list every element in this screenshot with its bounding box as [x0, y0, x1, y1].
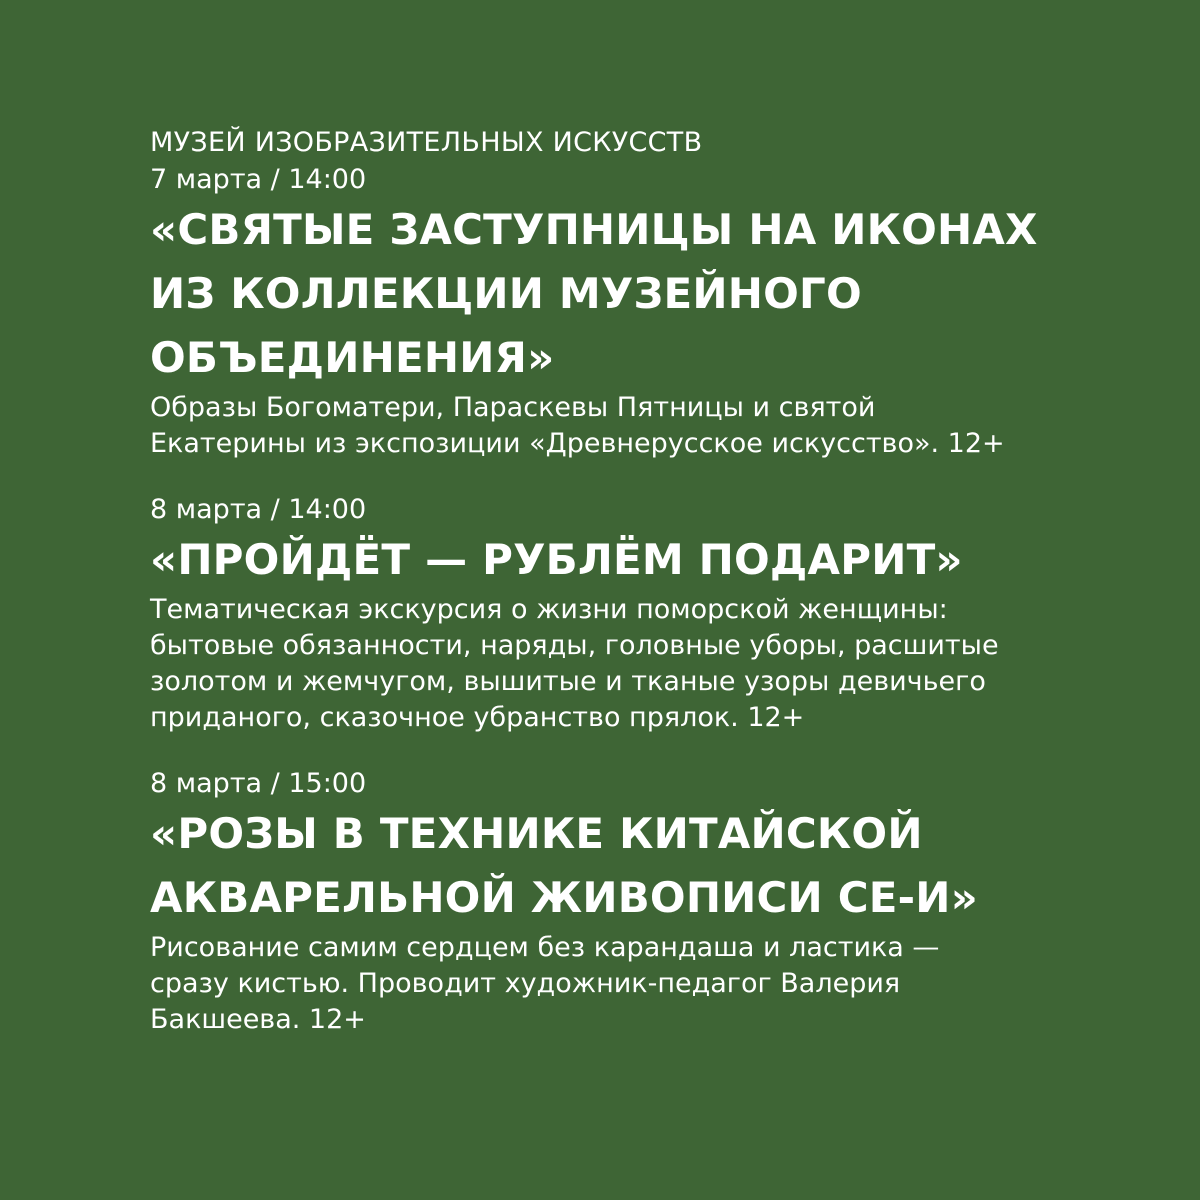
- event-item: [150, 766, 1110, 1038]
- event-description: Образы Богоматери, Параскевы Пятницы и святой Екатерины из экспозиции «Древнерусское искусство». 12+: [150, 392, 1005, 459]
- event-datetime: 8 марта / 15:00: [150, 768, 367, 799]
- poster-content: [150, 124, 1110, 1038]
- event-title: «ПРОЙДЁТ — РУБЛЁМ ПОДАРИТ»: [150, 535, 963, 584]
- event-item: [150, 162, 1110, 462]
- event-title: «СВЯТЫЕ ЗАСТУПНИЦЫ НА ИКОНАХ ИЗ КОЛЛЕКЦИИ МУЗЕЙНОГО ОБЪЕДИНЕНИЯ»: [150, 205, 1038, 382]
- venue-name: МУЗЕЙ ИЗОБРАЗИТЕЛЬНЫХ ИСКУССТВ: [150, 127, 703, 158]
- event-datetime: 7 марта / 14:00: [150, 164, 367, 195]
- event-datetime: 8 марта / 14:00: [150, 494, 367, 525]
- event-item: [150, 492, 1110, 736]
- event-description: Тематическая экскурсия о жизни поморской женщины: бытовые обязанности, наряды, головные уборы, расшитые золотом и жемчугом, вышитые и тканые узоры девичьего приданого, сказочное убранство прялок. 12+: [150, 594, 999, 733]
- event-title: «РОЗЫ В ТЕХНИКЕ КИТАЙСКОЙ АКВАРЕЛЬНОЙ ЖИВОПИСИ СЕ-И»: [150, 809, 978, 922]
- event-description: Рисование самим сердцем без карандаша и ластика — сразу кистью. Проводит художник-педагог Валерия Бакшеева. 12+: [150, 932, 940, 1035]
